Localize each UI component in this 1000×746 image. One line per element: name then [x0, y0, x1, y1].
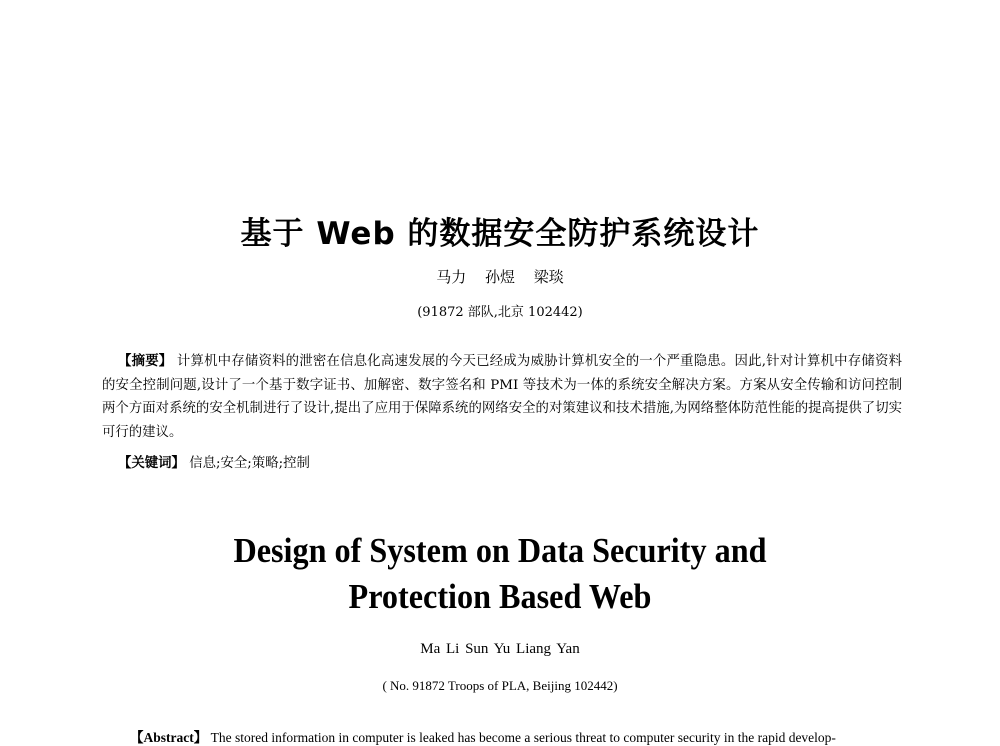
english-title-line1: Design of System on Data Security and	[233, 531, 767, 570]
english-authors: Ma Li Sun Yu Liang Yan	[420, 641, 580, 657]
english-title	[40, 528, 960, 620]
english-affiliation: ( No. 91872 Troops of PLA, Beijing 102442)	[382, 678, 618, 693]
chinese-abstract	[102, 350, 902, 444]
chinese-affiliation: (91872 部队,北京 102442)	[417, 305, 583, 320]
chinese-abstract-label: 【摘要】	[118, 354, 173, 369]
chinese-abstract-text: 计算机中存储资料的泄密在信息化高速发展的今天已经成为威胁计算机安全的一个严重隐患。因此,针对计算机中存储资料的安全控制问题,设计了一个基于数字证书、加解密、数字签名和 PMI 等技术为一体的系统安全解决方案。方案从安全传输和访问控制两个方面对系统的安全机制进行了设计,提出了应用于保障系统的网络安全的对策建议和技术措施,为网络整体防范性能的提高提供了切实可行的建议。	[102, 354, 902, 440]
chinese-title: 基于 Web 的数据安全防护系统设计	[240, 216, 760, 252]
english-abstract-text: The stored information in computer is leaked has become a serious threat to computer security in the rapid develop-	[210, 730, 836, 745]
chinese-keywords	[118, 452, 898, 471]
english-abstract-label: 【Abstract】	[130, 730, 208, 745]
chinese-authors: 马力 孙煜 梁琰	[436, 268, 564, 286]
english-title-line2: Protection Based Web	[348, 577, 652, 616]
chinese-keywords-label: 【关键词】	[118, 456, 185, 471]
english-abstract	[130, 726, 900, 746]
chinese-keywords-text: 信息;安全;策略;控制	[189, 456, 310, 471]
